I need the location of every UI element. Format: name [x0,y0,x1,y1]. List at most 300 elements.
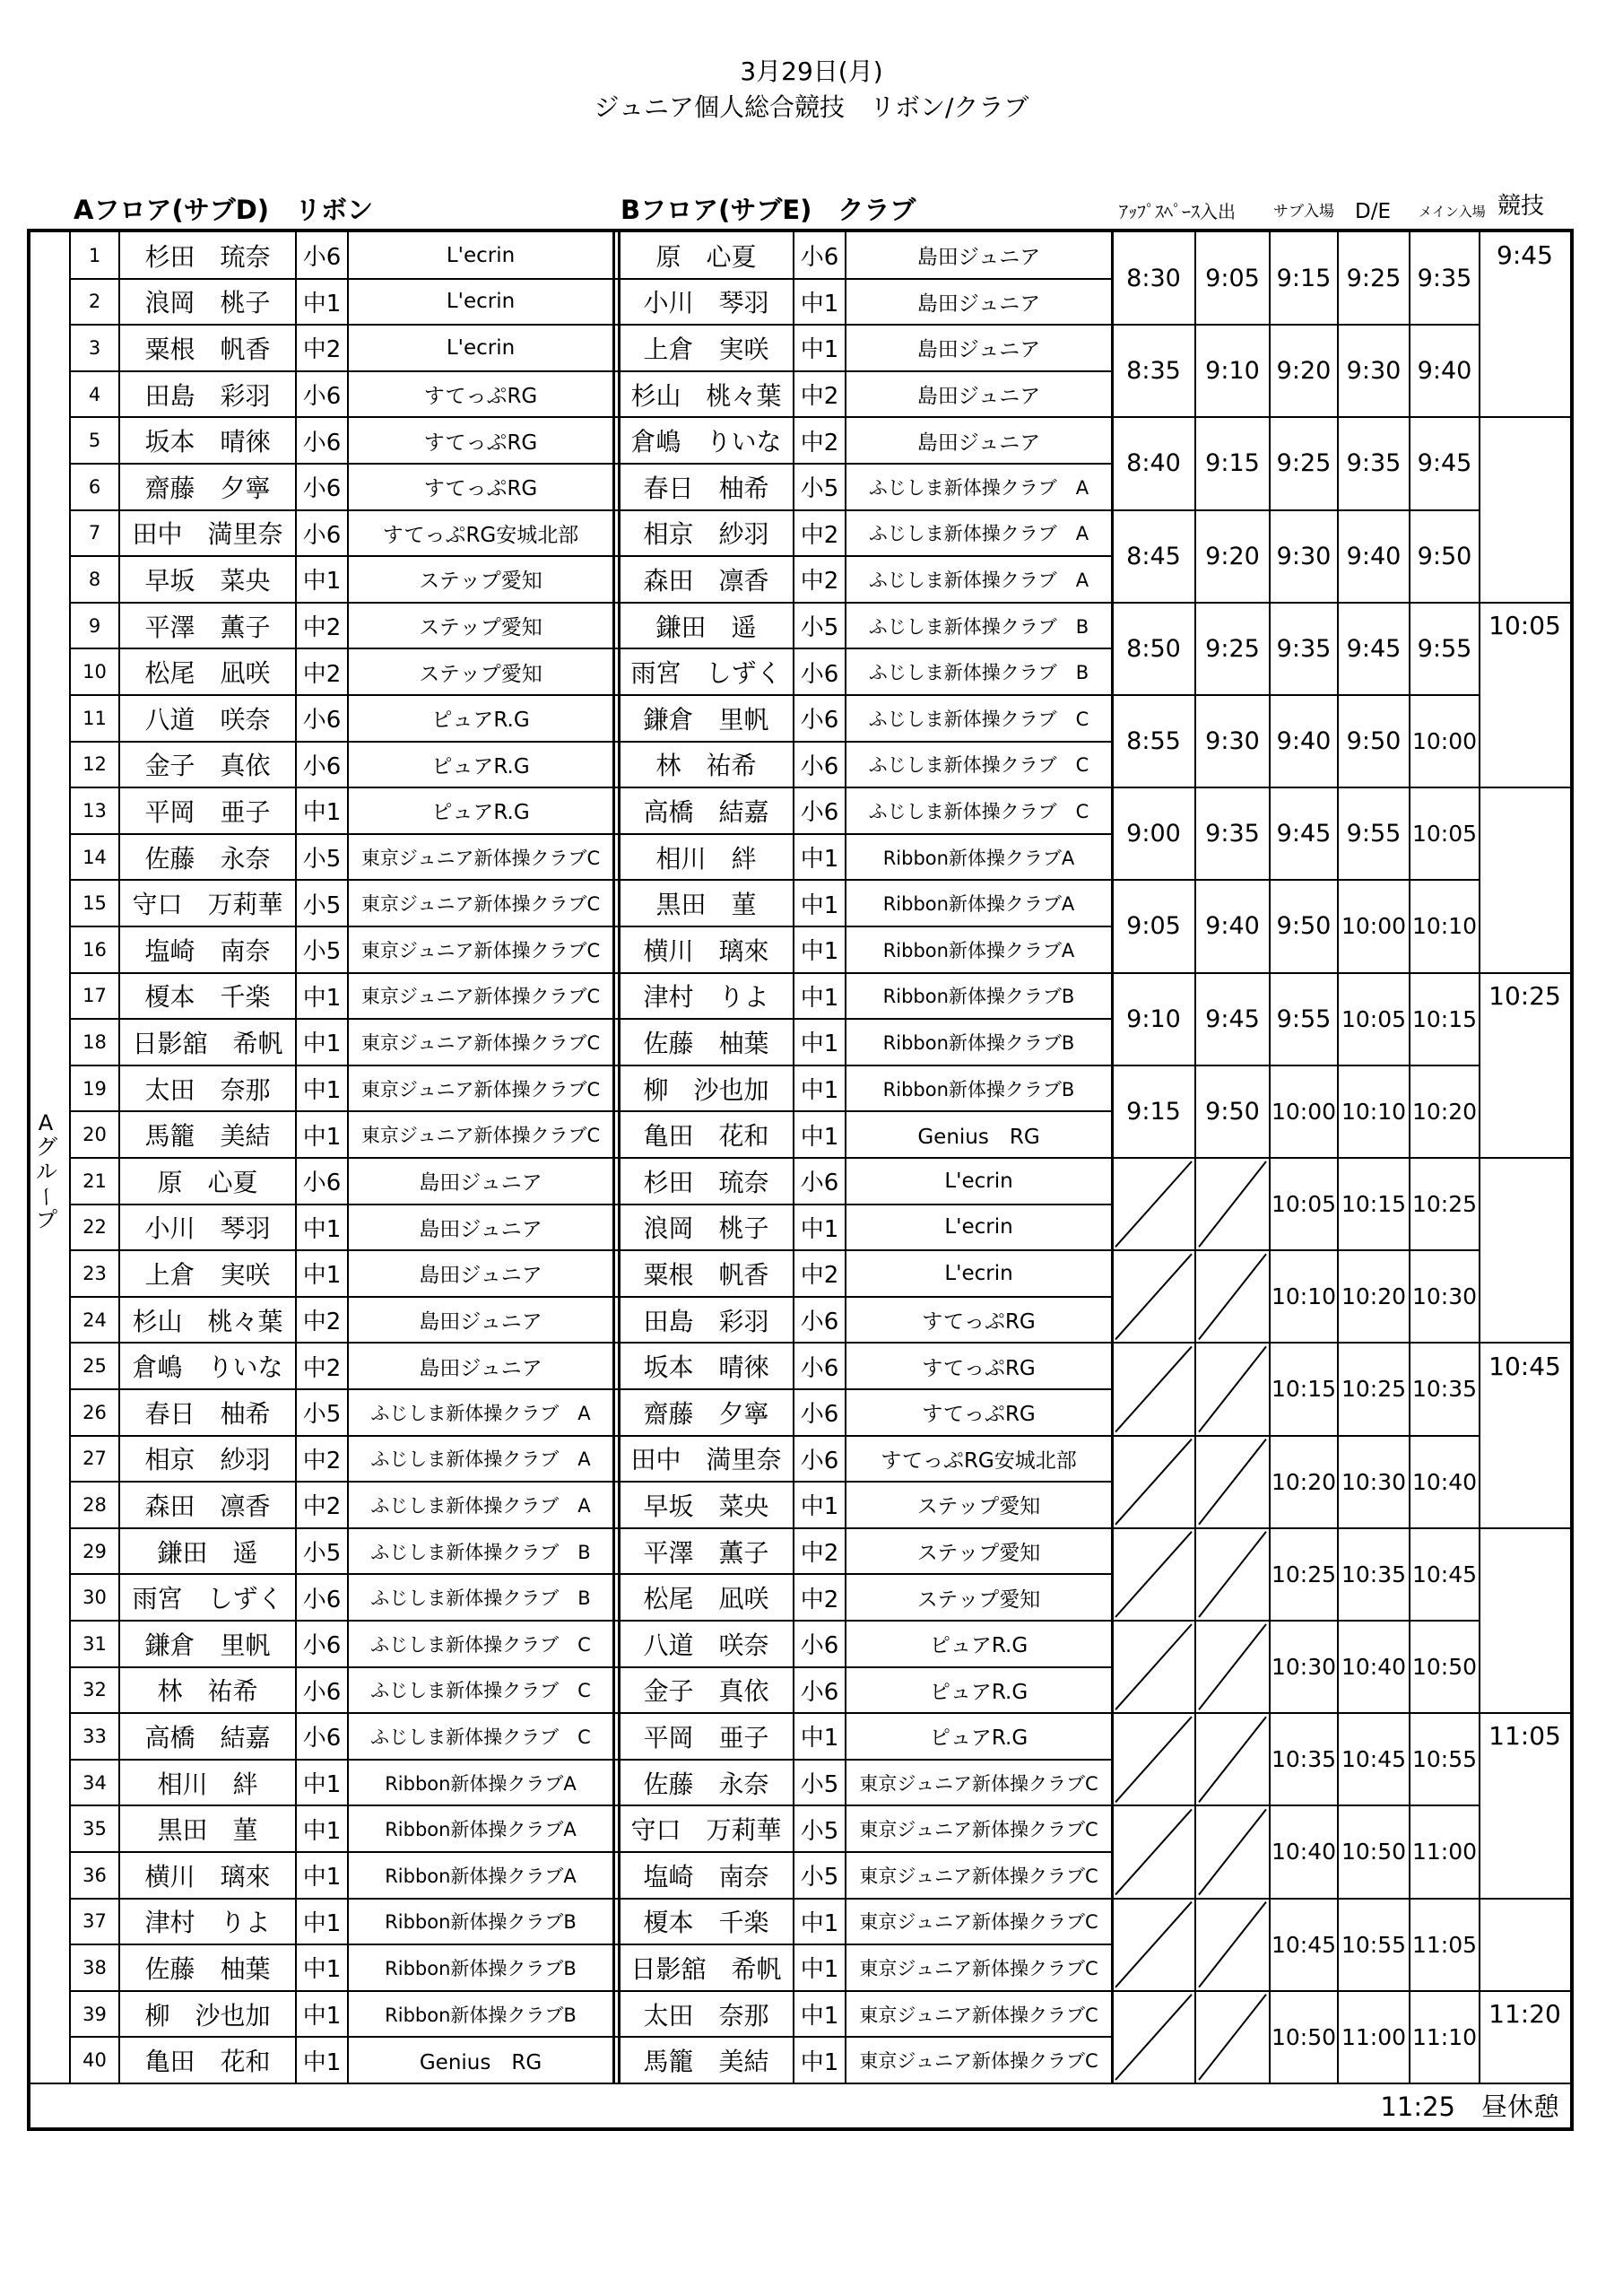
group-label-char: A [38,1110,54,1135]
a-grade: 中2 [302,1309,342,1336]
b-club: すてっぷRG [922,1356,1036,1380]
de-time: 10:10 [1271,1283,1337,1310]
a-club: Genius RG [419,2050,542,2074]
b-grade: 中2 [800,1586,839,1613]
b-grade: 中1 [800,1123,839,1151]
b-club: ふじしま新体操クラブ B [868,662,1089,684]
a-athlete-name: 田中 満里奈 [132,519,283,550]
sub-entry-time: 9:05 [1205,265,1260,293]
a-club: ステップ愛知 [419,662,542,686]
b-grade: 小6 [800,660,839,688]
up-space-time: 8:30 [1126,265,1181,293]
b-athlete-name: 柳 沙也加 [643,1074,769,1105]
a-grade: 小6 [302,1725,342,1752]
a-athlete-name: 八道 咲奈 [144,704,271,735]
a-grade: 小5 [302,846,342,874]
a-athlete-name: 雨宮 しずく [132,1584,283,1614]
b-athlete-name: 高橋 結嘉 [643,796,769,827]
a-athlete-name: 原 心夏 [157,1167,258,1197]
b-athlete-name: 森田 凛香 [643,565,769,596]
de-time: 10:05 [1271,1191,1337,1218]
a-grade: 中1 [302,2048,342,2076]
entry-number: 27 [82,1448,107,1470]
up-space-header: ｱｯﾌﾟｽﾍﾟｰｽ入出 [1119,201,1236,222]
de-time: 10:45 [1271,1931,1337,1958]
a-athlete-name: 金子 真依 [144,751,271,781]
empty-slot-strike [1199,1809,1266,1894]
empty-slot-strike [1115,1624,1192,1709]
a-grade: 中2 [302,1447,342,1474]
b-grade: 中1 [800,336,839,364]
b-grade: 小6 [800,1632,839,1660]
main-entry-time: 11:10 [1411,2023,1478,2050]
entry-number: 40 [82,2049,107,2072]
b-grade: 中2 [800,1540,839,1568]
entry-number: 4 [88,383,101,405]
b-club: Genius RG [917,1125,1040,1149]
up-space-time: 8:45 [1126,542,1181,570]
a-club: Ribbon新体操クラブA [385,1819,577,1841]
entry-number: 20 [82,1124,107,1146]
a-grade: 中1 [302,1909,342,1937]
sub-entry-time: 9:45 [1205,1004,1260,1033]
main-entry-time: 10:50 [1411,1654,1478,1681]
b-grade: 中2 [800,1262,839,1290]
b-club: ピュアR.G [929,1634,1028,1658]
entry-number: 7 [88,522,101,544]
empty-slot-strike [1199,1439,1266,1525]
de-time: 9:15 [1276,265,1332,293]
a-grade: 中1 [302,1215,342,1243]
b-club: 東京ジュニア新体操クラブC [859,1911,1098,1934]
main-entry-time: 10:25 [1411,1191,1478,1218]
a-club: 島田ジュニア [419,1217,542,1241]
a-club: L'ecrin [446,335,516,360]
b-athlete-name: 平岡 亜子 [643,1722,769,1752]
a-grade: 中2 [302,614,342,642]
entry-number: 28 [82,1493,107,1516]
a-club: 東京ジュニア新体操クラブC [360,939,601,961]
a-club: ステップ愛知 [419,570,542,594]
b-club: 島田ジュニア [916,338,1041,362]
a-club: ステップ愛知 [419,616,542,640]
b-athlete-name: 佐藤 永奈 [643,1769,769,1799]
a-grade: 中1 [302,568,342,596]
b-grade: 中1 [800,2003,839,2031]
b-grade: 中1 [800,1725,839,1752]
a-club: L'ecrin [446,290,516,314]
main-entry-time: 10:45 [1341,1746,1407,1773]
entry-number: 1 [88,244,101,266]
a-athlete-name: 佐藤 永奈 [144,843,271,874]
a-grade: 中1 [302,1123,342,1151]
a-club: 島田ジュニア [419,1264,542,1288]
b-club: 東京ジュニア新体操クラブC [859,1819,1098,1841]
main-entry-time: 10:40 [1341,1654,1407,1681]
sub-entry-time: 9:10 [1205,357,1260,386]
a-grade: 小5 [302,938,342,966]
empty-slot-strike [1115,1161,1192,1247]
a-grade: 小5 [302,1401,342,1429]
de-time: 9:40 [1276,727,1332,756]
b-club: L'ecrin [944,1169,1013,1193]
main-entry-time: 9:50 [1417,542,1472,570]
empty-slot-strike [1199,1624,1266,1709]
sub-entry-header: サブ入場 [1273,203,1334,221]
entry-number: 37 [82,1910,107,1933]
empty-slot-strike [1115,1995,1192,2080]
b-grade: 小6 [800,244,839,272]
b-club: ふじしま新体操クラブ A [868,523,1089,545]
empty-slot-strike [1199,1902,1266,1987]
entry-number: 9 [88,614,101,637]
main-entry-time: 10:05 [1341,1005,1407,1032]
empty-slot-strike [1199,1161,1266,1247]
b-club: 島田ジュニア [916,291,1041,316]
b-grade: 中2 [800,568,839,596]
main-entry-time: 9:50 [1346,727,1402,756]
de-time: 10:30 [1271,1654,1337,1681]
entry-number: 14 [82,846,107,868]
b-athlete-name: 上倉 実咲 [643,334,769,364]
a-athlete-name: 高橋 結嘉 [144,1722,271,1752]
competition-time: 11:20 [1488,1999,1561,2030]
a-grade: 中2 [302,660,342,688]
sub-entry-time: 9:30 [1205,727,1260,756]
a-athlete-name: 森田 凛香 [144,1491,271,1521]
a-athlete-name: 佐藤 柚葉 [144,1953,271,1984]
a-grade: 小5 [302,1540,342,1568]
a-club: 東京ジュニア新体操クラブC [360,893,601,916]
de-time: 9:20 [1276,357,1332,386]
de-time: 10:20 [1271,1468,1337,1495]
b-athlete-name: 金子 真依 [643,1676,769,1707]
sub-entry-time: 9:15 [1205,449,1260,478]
entry-number: 18 [82,1031,107,1053]
a-club: ふじしま新体操クラブ A [370,1494,591,1517]
b-grade: 小6 [800,707,839,735]
b-athlete-name: 相京 紗羽 [643,519,769,550]
up-space-time: 8:40 [1126,449,1181,478]
entry-number: 34 [82,1771,107,1794]
b-club: Ribbon新体操クラブB [882,1078,1075,1100]
a-club: すてっぷRG [423,477,538,501]
entry-number: 22 [82,1216,107,1239]
a-athlete-name: 田島 彩羽 [144,380,271,411]
a-grade: 中2 [302,1493,342,1521]
a-grade: 中1 [302,2003,342,2031]
group-label-char: プ [36,1207,57,1232]
main-entry-time: 10:20 [1411,1098,1478,1125]
entry-number: 12 [82,753,107,776]
up-space-time: 9:05 [1126,912,1181,941]
a-grade: 小6 [302,752,342,780]
entry-number: 15 [82,892,107,915]
b-athlete-name: 早坂 菜央 [643,1491,769,1521]
b-club: ふじしま新体操クラブ C [868,708,1089,730]
entry-number: 13 [82,799,107,822]
entry-number: 6 [88,475,101,498]
b-club: 島田ジュニア [916,385,1041,409]
a-athlete-name: 横川 璃來 [144,1861,271,1892]
main-entry-time: 10:35 [1411,1376,1478,1403]
b-athlete-name: 津村 りよ [643,982,769,1013]
de-time: 10:00 [1271,1098,1337,1125]
a-athlete-name: 小川 琴羽 [144,1213,271,1244]
a-grade: 中1 [302,799,342,827]
a-grade: 小6 [302,521,342,549]
a-grade: 中1 [302,1077,342,1105]
b-athlete-name: 雨宮 しずく [630,658,782,689]
main-entry-time: 10:10 [1411,913,1478,940]
competition-time: 10:45 [1488,1351,1561,1381]
b-club: ステップ愛知 [916,1495,1041,1519]
sub-entry-time: 9:40 [1205,912,1260,941]
empty-slot-strike [1199,1995,1266,2080]
b-grade: 中2 [800,429,839,457]
a-athlete-name: 粟根 帆香 [144,334,271,364]
de-time: 10:40 [1271,1839,1337,1866]
de-time: 9:45 [1276,820,1332,848]
b-athlete-name: 亀田 花和 [643,1121,769,1152]
entry-number: 36 [82,1864,107,1886]
b-grade: 小5 [800,614,839,642]
b-athlete-name: 松尾 凪咲 [643,1584,769,1614]
a-grade: 中1 [302,1771,342,1799]
a-club: Ribbon新体操クラブB [385,2004,577,2026]
b-athlete-name: 日影舘 希帆 [630,1953,782,1984]
entry-number: 39 [82,2003,107,2025]
de-header: D/E [1355,200,1391,223]
b-club: Ribbon新体操クラブB [882,986,1075,1008]
main-entry-header: メイン入場 [1419,204,1486,220]
b-club: ふじしま新体操クラブ A [868,569,1089,591]
sub-entry-time: 9:20 [1205,542,1260,570]
a-athlete-name: 黒田 菫 [157,1815,258,1846]
empty-slot-strike [1199,1532,1266,1617]
b-club: ピュアR.G [929,1726,1028,1751]
entry-number: 11 [82,707,107,729]
b-grade: 小6 [800,1401,839,1429]
b-grade: 中1 [800,1956,839,1984]
b-grade: 中1 [800,1031,839,1058]
b-club: L'ecrin [944,1215,1013,1239]
a-athlete-name: 相京 紗羽 [144,1445,271,1475]
entry-number: 8 [88,568,101,590]
a-grade: 中1 [302,984,342,1012]
a-athlete-name: 平岡 亜子 [144,796,271,827]
b-club: 東京ジュニア新体操クラブC [859,1865,1098,1887]
empty-slot-strike [1115,1346,1192,1431]
de-time: 9:55 [1276,1004,1332,1033]
entry-number: 25 [82,1355,107,1378]
a-club: ふじしま新体操クラブ A [370,1402,591,1424]
main-entry-time: 9:35 [1346,449,1402,478]
a-grade: 中1 [302,1864,342,1892]
empty-slot-strike [1115,1902,1192,1987]
empty-slot-strike [1199,1254,1266,1339]
a-grade: 中2 [302,336,342,364]
group-label [33,1110,59,1232]
b-club: 東京ジュニア新体操クラブC [859,2050,1098,2073]
de-time: 9:30 [1276,542,1332,570]
a-grade: 中2 [302,1354,342,1382]
a-grade: 小6 [302,1586,342,1613]
main-entry-time: 10:55 [1341,1931,1407,1958]
a-athlete-name: 津村 りよ [144,1908,271,1938]
up-space-time: 8:35 [1126,357,1181,386]
b-athlete-name: 齋藤 夕寧 [643,1398,769,1429]
main-entry-time: 9:25 [1346,265,1402,293]
a-grade: 小6 [302,1678,342,1706]
main-entry-time: 9:45 [1417,449,1472,478]
b-athlete-name: 林 祐希 [655,751,757,781]
a-club: 島田ジュニア [419,1310,542,1335]
b-athlete-name: 太田 奈那 [643,2000,769,2031]
a-athlete-name: 日影舘 希帆 [132,1028,283,1058]
b-grade: 中1 [800,290,839,317]
empty-slot-strike [1199,1346,1266,1431]
b-athlete-name: 黒田 菫 [655,890,757,920]
b-grade: 中1 [800,1493,839,1521]
entry-number: 35 [82,1818,107,1840]
main-entry-time: 10:30 [1411,1283,1478,1310]
up-space-time: 9:10 [1126,1004,1181,1033]
main-entry-time: 10:45 [1411,1561,1478,1587]
b-athlete-name: 守口 万莉華 [630,1815,782,1846]
b-grade: 中1 [800,1215,839,1243]
a-athlete-name: 上倉 実咲 [144,1259,271,1290]
b-grade: 小6 [800,799,839,827]
a-athlete-name: 倉嶋 りいな [132,1352,283,1383]
b-club: L'ecrin [944,1261,1013,1285]
b-athlete-name: 榎本 千楽 [643,1908,769,1938]
empty-slot-strike [1115,1439,1192,1525]
b-grade: 中2 [800,383,839,411]
a-grade: 中1 [302,1817,342,1845]
b-athlete-name: 八道 咲奈 [643,1630,769,1660]
a-athlete-name: 杉田 琉奈 [144,241,271,272]
a-club: ふじしま新体操クラブ B [370,1587,591,1610]
a-club: L'ecrin [446,243,516,267]
a-club: Ribbon新体操クラブB [385,1957,577,1979]
b-grade: 小6 [800,752,839,780]
a-club: ピュアR.G [431,754,530,778]
main-entry-time: 10:25 [1341,1376,1407,1403]
a-athlete-name: 相川 絆 [157,1769,258,1799]
b-athlete-name: 倉嶋 りいな [630,427,782,457]
b-grade: 小6 [800,1447,839,1474]
up-space-time: 9:00 [1126,820,1181,848]
entry-number: 26 [82,1401,107,1423]
main-entry-time: 9:30 [1346,357,1402,386]
b-grade: 小5 [800,1817,839,1845]
b-athlete-name: 馬籠 美結 [643,2047,769,2077]
main-entry-time: 10:05 [1411,821,1478,848]
b-athlete-name: 小川 琴羽 [643,288,769,318]
b-club: Ribbon新体操クラブB [882,1031,1075,1054]
a-athlete-name: 林 祐希 [157,1676,258,1707]
b-grade: 中1 [800,984,839,1012]
entry-number: 29 [82,1540,107,1562]
a-club: Ribbon新体操クラブB [385,1911,577,1934]
main-entry-time: 10:15 [1341,1191,1407,1218]
main-entry-time: 10:55 [1411,1746,1478,1773]
a-club: 島田ジュニア [419,1356,542,1380]
a-athlete-name: 守口 万莉華 [132,890,283,920]
b-athlete-name: 横川 璃來 [643,935,769,966]
a-club: ふじしま新体操クラブ A [370,1448,591,1471]
entry-number: 19 [82,1077,107,1100]
b-club: すてっぷRG [922,1403,1036,1427]
b-grade: 中2 [800,521,839,549]
a-athlete-name: 亀田 花和 [144,2047,271,2077]
empty-slot-strike [1199,1717,1266,1802]
b-club: 島田ジュニア [916,430,1041,455]
title-event: ジュニア個人総合競技 リボン/クラブ [594,92,1029,122]
a-athlete-name: 鎌倉 里帆 [144,1630,271,1660]
main-entry-time: 10:00 [1341,913,1407,940]
b-club: 東京ジュニア新体操クラブC [859,2004,1098,2026]
main-entry-time: 9:35 [1417,265,1472,293]
b-grade: 小5 [800,1864,839,1892]
b-club: ふじしま新体操クラブ C [868,800,1089,822]
entry-number: 24 [82,1309,107,1331]
a-club: すてっぷRG [423,430,538,455]
lunch-break-note: 11:25 昼休憩 [1380,2092,1559,2122]
b-athlete-name: 塩崎 南奈 [643,1861,769,1892]
sub-entry-time: 9:50 [1205,1097,1260,1126]
up-space-time: 8:55 [1126,727,1181,756]
b-club: ステップ愛知 [916,1542,1041,1566]
up-space-time: 8:50 [1126,634,1181,663]
competition-time: 10:25 [1488,980,1561,1011]
a-club: ピュアR.G [431,801,530,825]
b-athlete-name: 鎌倉 里帆 [643,704,769,735]
de-time: 9:50 [1276,912,1332,941]
a-club: 東京ジュニア新体操クラブC [360,1031,601,1054]
entry-number: 3 [88,336,101,359]
competition-time: 11:05 [1488,1721,1561,1752]
entry-number: 30 [82,1587,107,1609]
a-athlete-name: 坂本 晴徠 [144,427,271,457]
b-club: すてっぷRG安城北部 [881,1448,1077,1473]
entry-number: 21 [82,1170,107,1192]
a-grade: 中1 [302,1262,342,1290]
a-athlete-name: 杉山 桃々葉 [132,1306,283,1336]
a-athlete-name: 平澤 薫子 [144,612,271,642]
entry-number: 33 [82,1725,107,1747]
group-label-char: ー [33,1186,59,1208]
a-athlete-name: 春日 柚希 [144,1398,271,1429]
b-grade: 中1 [800,846,839,874]
main-entry-time: 10:35 [1341,1561,1407,1587]
empty-slot-strike [1115,1809,1192,1894]
b-athlete-name: 相川 絆 [655,843,757,874]
b-club: ピュアR.G [929,1680,1028,1704]
a-athlete-name: 太田 奈那 [144,1074,271,1105]
b-athlete-name: 浪岡 桃子 [643,1213,769,1244]
main-entry-time: 9:40 [1346,542,1402,570]
empty-slot-strike [1115,1717,1192,1802]
sub-entry-time: 9:25 [1205,634,1260,663]
main-entry-time: 10:10 [1341,1098,1407,1125]
main-entry-time: 11:05 [1411,1931,1478,1958]
b-club: Ribbon新体操クラブA [882,847,1075,869]
b-grade: 小5 [800,1771,839,1799]
a-club: ピュアR.G [431,709,530,733]
a-athlete-name: 馬籠 美結 [144,1121,271,1152]
